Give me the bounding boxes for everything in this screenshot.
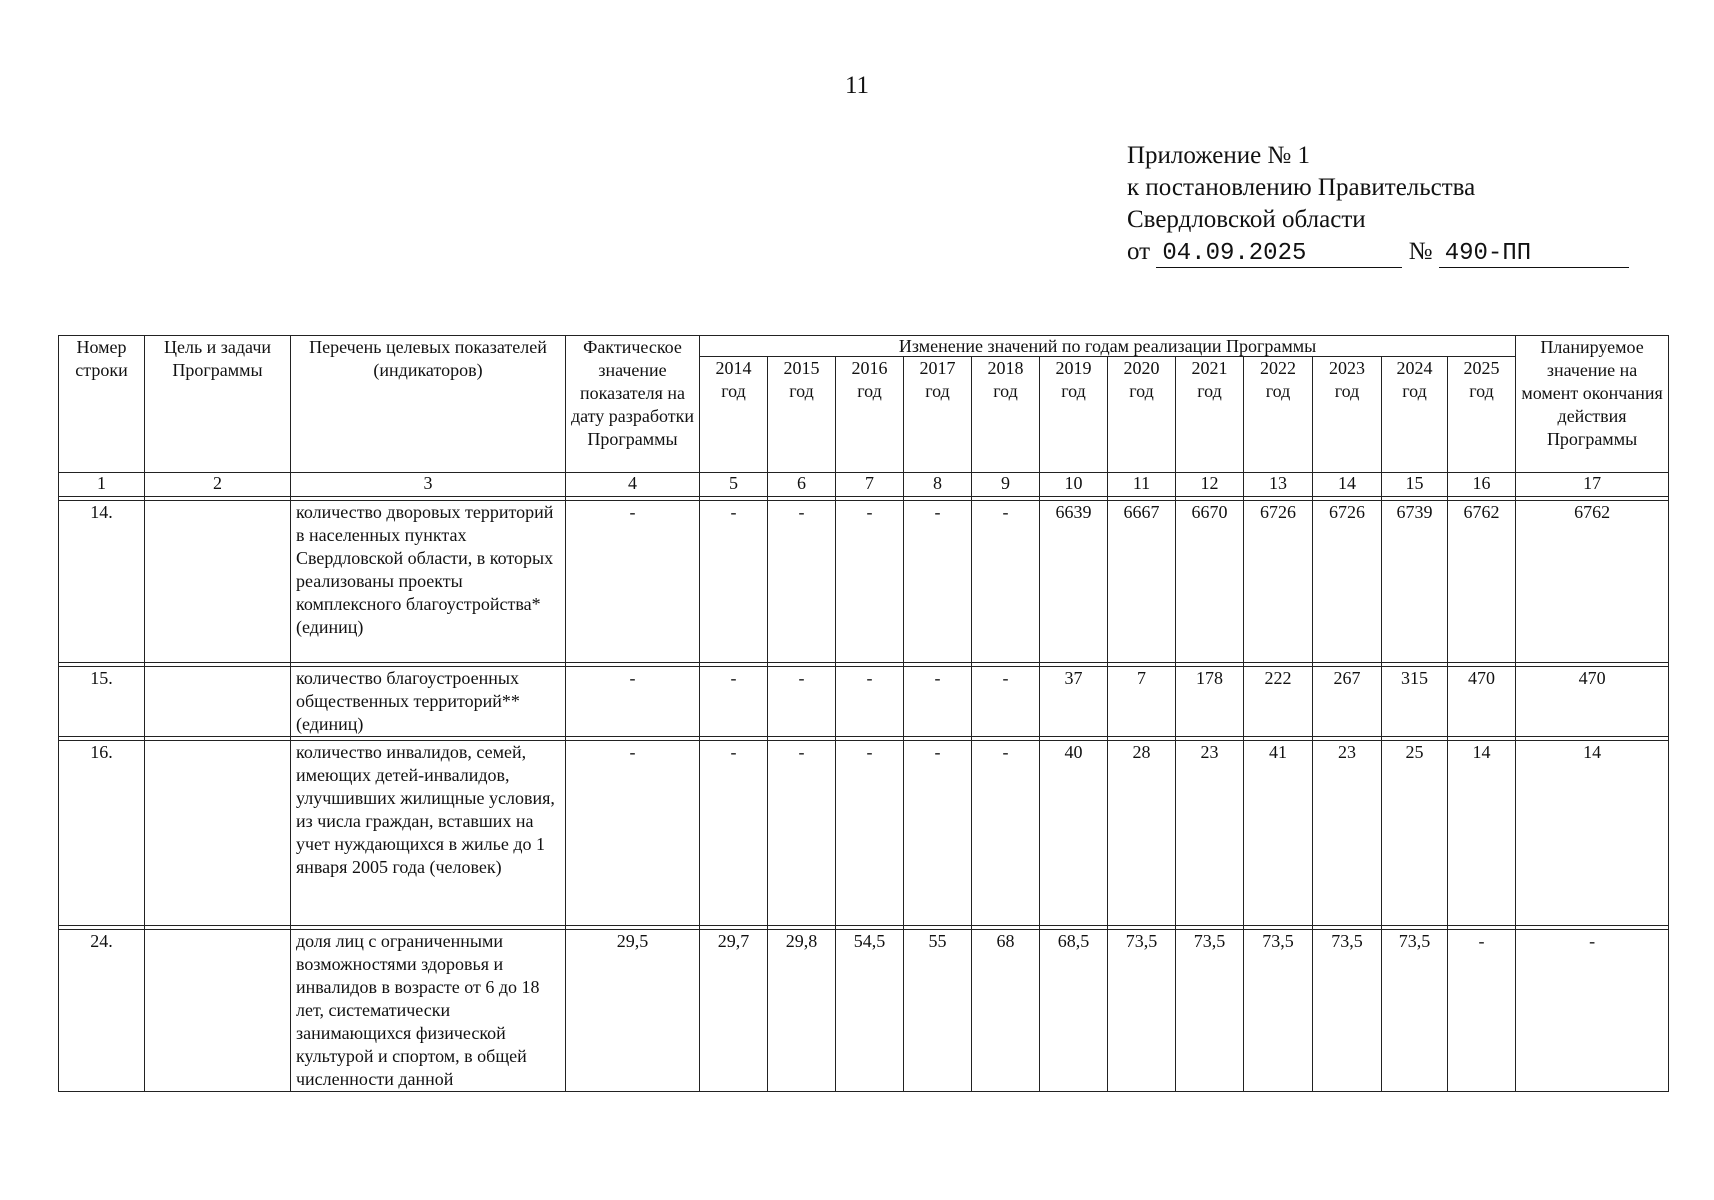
indicator-cell: количество инвалидов, семей, имеющих детей-инвалидов, улучшивших жилищные условия, из числа граждан, вставших на учет нуждающихся в жилье до 1 января 2005 года (человек): [291, 741, 566, 926]
year-value-cell: 6726: [1244, 501, 1313, 663]
year-value-cell: 6667: [1108, 501, 1176, 663]
column-number: 1: [59, 473, 145, 497]
header-actual: Фактическое значение показателя на дату разработки Программы: [566, 336, 700, 473]
year-value-cell: 7: [1108, 667, 1176, 737]
year-value-cell: -: [768, 741, 836, 926]
header-year: 2023 год: [1313, 357, 1382, 473]
column-number: 13: [1244, 473, 1313, 497]
planned-value-cell: 14: [1516, 741, 1669, 926]
row-number-cell: 16.: [59, 741, 145, 926]
header-year: 2019 год: [1040, 357, 1108, 473]
header-indicators: Перечень целевых показателей (индикаторов): [291, 336, 566, 473]
header-year: 2017 год: [904, 357, 972, 473]
year-value-cell: 41: [1244, 741, 1313, 926]
actual-value-cell: -: [566, 501, 700, 663]
resolution-date: 04.09.2025: [1156, 241, 1402, 268]
planned-value-cell: 6762: [1516, 501, 1669, 663]
year-value-cell: 73,5: [1108, 930, 1176, 1092]
column-number: 15: [1382, 473, 1448, 497]
goal-cell: [145, 930, 291, 1092]
row-number-cell: 24.: [59, 930, 145, 1092]
column-number: 17: [1516, 473, 1669, 497]
header-planned: Планируемое значение на момент окончания действия Программы: [1516, 336, 1669, 473]
year-value-cell: -: [836, 667, 904, 737]
year-value-cell: 6639: [1040, 501, 1108, 663]
year-value-cell: -: [972, 667, 1040, 737]
appendix-resolution: к постановлению Правительства: [1127, 174, 1476, 201]
column-number: 4: [566, 473, 700, 497]
year-value-cell: -: [836, 501, 904, 663]
year-value-cell: 470: [1448, 667, 1516, 737]
header-row-1: [59, 336, 1669, 357]
year-value-cell: 29,7: [700, 930, 768, 1092]
year-value-cell: 222: [1244, 667, 1313, 737]
year-value-cell: 267: [1313, 667, 1382, 737]
table-row: [59, 741, 1669, 926]
actual-value-cell: 29,5: [566, 930, 700, 1092]
header-year: 2020 год: [1108, 357, 1176, 473]
year-value-cell: 23: [1313, 741, 1382, 926]
appendix-date-number-line: [1127, 236, 1629, 268]
header-year: 2014 год: [700, 357, 768, 473]
year-value-cell: -: [972, 741, 1040, 926]
year-value-cell: -: [700, 667, 768, 737]
date-prefix: от: [1127, 238, 1151, 265]
year-value-cell: -: [972, 501, 1040, 663]
column-number: 7: [836, 473, 904, 497]
column-numbers-row: [59, 473, 1669, 497]
header-year: 2016 год: [836, 357, 904, 473]
indicator-cell: количество дворовых территорий в населенных пунктах Свердловской области, в которых реализованы проекты комплексного благоустройства* (единиц): [291, 501, 566, 663]
header-year: 2022 год: [1244, 357, 1313, 473]
column-number: 12: [1176, 473, 1244, 497]
column-number: 11: [1108, 473, 1176, 497]
year-value-cell: 6739: [1382, 501, 1448, 663]
header-year: 2024 год: [1382, 357, 1448, 473]
page-number: 11: [844, 72, 870, 99]
actual-value-cell: -: [566, 741, 700, 926]
year-value-cell: -: [904, 741, 972, 926]
actual-value-cell: -: [566, 667, 700, 737]
goal-cell: [145, 741, 291, 926]
year-value-cell: 68,5: [1040, 930, 1108, 1092]
year-value-cell: 6762: [1448, 501, 1516, 663]
column-number: 3: [291, 473, 566, 497]
header-row-number: Номер строки: [59, 336, 145, 473]
year-value-cell: -: [904, 501, 972, 663]
goal-cell: [145, 667, 291, 737]
planned-value-cell: -: [1516, 930, 1669, 1092]
column-number: 10: [1040, 473, 1108, 497]
year-value-cell: 73,5: [1244, 930, 1313, 1092]
planned-value-cell: 470: [1516, 667, 1669, 737]
resolution-number: 490-ПП: [1439, 241, 1629, 268]
column-number: 6: [768, 473, 836, 497]
column-number: 2: [145, 473, 291, 497]
year-value-cell: -: [836, 741, 904, 926]
year-value-cell: 178: [1176, 667, 1244, 737]
column-number: 14: [1313, 473, 1382, 497]
column-number: 8: [904, 473, 972, 497]
row-number-cell: 15.: [59, 667, 145, 737]
year-value-cell: -: [1448, 930, 1516, 1092]
year-value-cell: 29,8: [768, 930, 836, 1092]
year-value-cell: 23: [1176, 741, 1244, 926]
year-value-cell: 54,5: [836, 930, 904, 1092]
header-year: 2018 год: [972, 357, 1040, 473]
year-value-cell: 55: [904, 930, 972, 1092]
year-value-cell: -: [700, 501, 768, 663]
year-value-cell: -: [768, 501, 836, 663]
header-year: 2015 год: [768, 357, 836, 473]
row-number-cell: 14.: [59, 501, 145, 663]
number-prefix: №: [1408, 238, 1433, 265]
year-value-cell: 14: [1448, 741, 1516, 926]
year-value-cell: 6670: [1176, 501, 1244, 663]
year-value-cell: 28: [1108, 741, 1176, 926]
table-row: [59, 501, 1669, 663]
indicator-cell: количество благоустроенных общественных территорий** (единиц): [291, 667, 566, 737]
year-value-cell: -: [700, 741, 768, 926]
column-number: 9: [972, 473, 1040, 497]
header-changes: Изменение значений по годам реализации Программы: [700, 336, 1516, 357]
appendix-block: [1127, 140, 1629, 268]
header-year: 2025 год: [1448, 357, 1516, 473]
column-number: 5: [700, 473, 768, 497]
year-value-cell: 73,5: [1176, 930, 1244, 1092]
table-row: [59, 667, 1669, 737]
year-value-cell: -: [904, 667, 972, 737]
indicator-cell: доля лиц с ограниченными возможностями здоровья и инвалидов в возрасте от 6 до 18 лет, систематически занимающихся физической культурой и спортом, в общей численности данной: [291, 930, 566, 1092]
header-year: 2021 год: [1176, 357, 1244, 473]
goal-cell: [145, 501, 291, 663]
appendix-region: Свердловской области: [1127, 206, 1366, 233]
year-value-cell: 73,5: [1313, 930, 1382, 1092]
header-goal: Цель и задачи Программы: [145, 336, 291, 473]
year-value-cell: -: [768, 667, 836, 737]
year-value-cell: 315: [1382, 667, 1448, 737]
year-value-cell: 68: [972, 930, 1040, 1092]
year-value-cell: 6726: [1313, 501, 1382, 663]
appendix-title: Приложение № 1: [1127, 142, 1311, 169]
column-number: 16: [1448, 473, 1516, 497]
indicators-table: [58, 335, 1669, 1092]
year-value-cell: 40: [1040, 741, 1108, 926]
table-row: [59, 930, 1669, 1092]
year-value-cell: 73,5: [1382, 930, 1448, 1092]
year-value-cell: 25: [1382, 741, 1448, 926]
year-value-cell: 37: [1040, 667, 1108, 737]
